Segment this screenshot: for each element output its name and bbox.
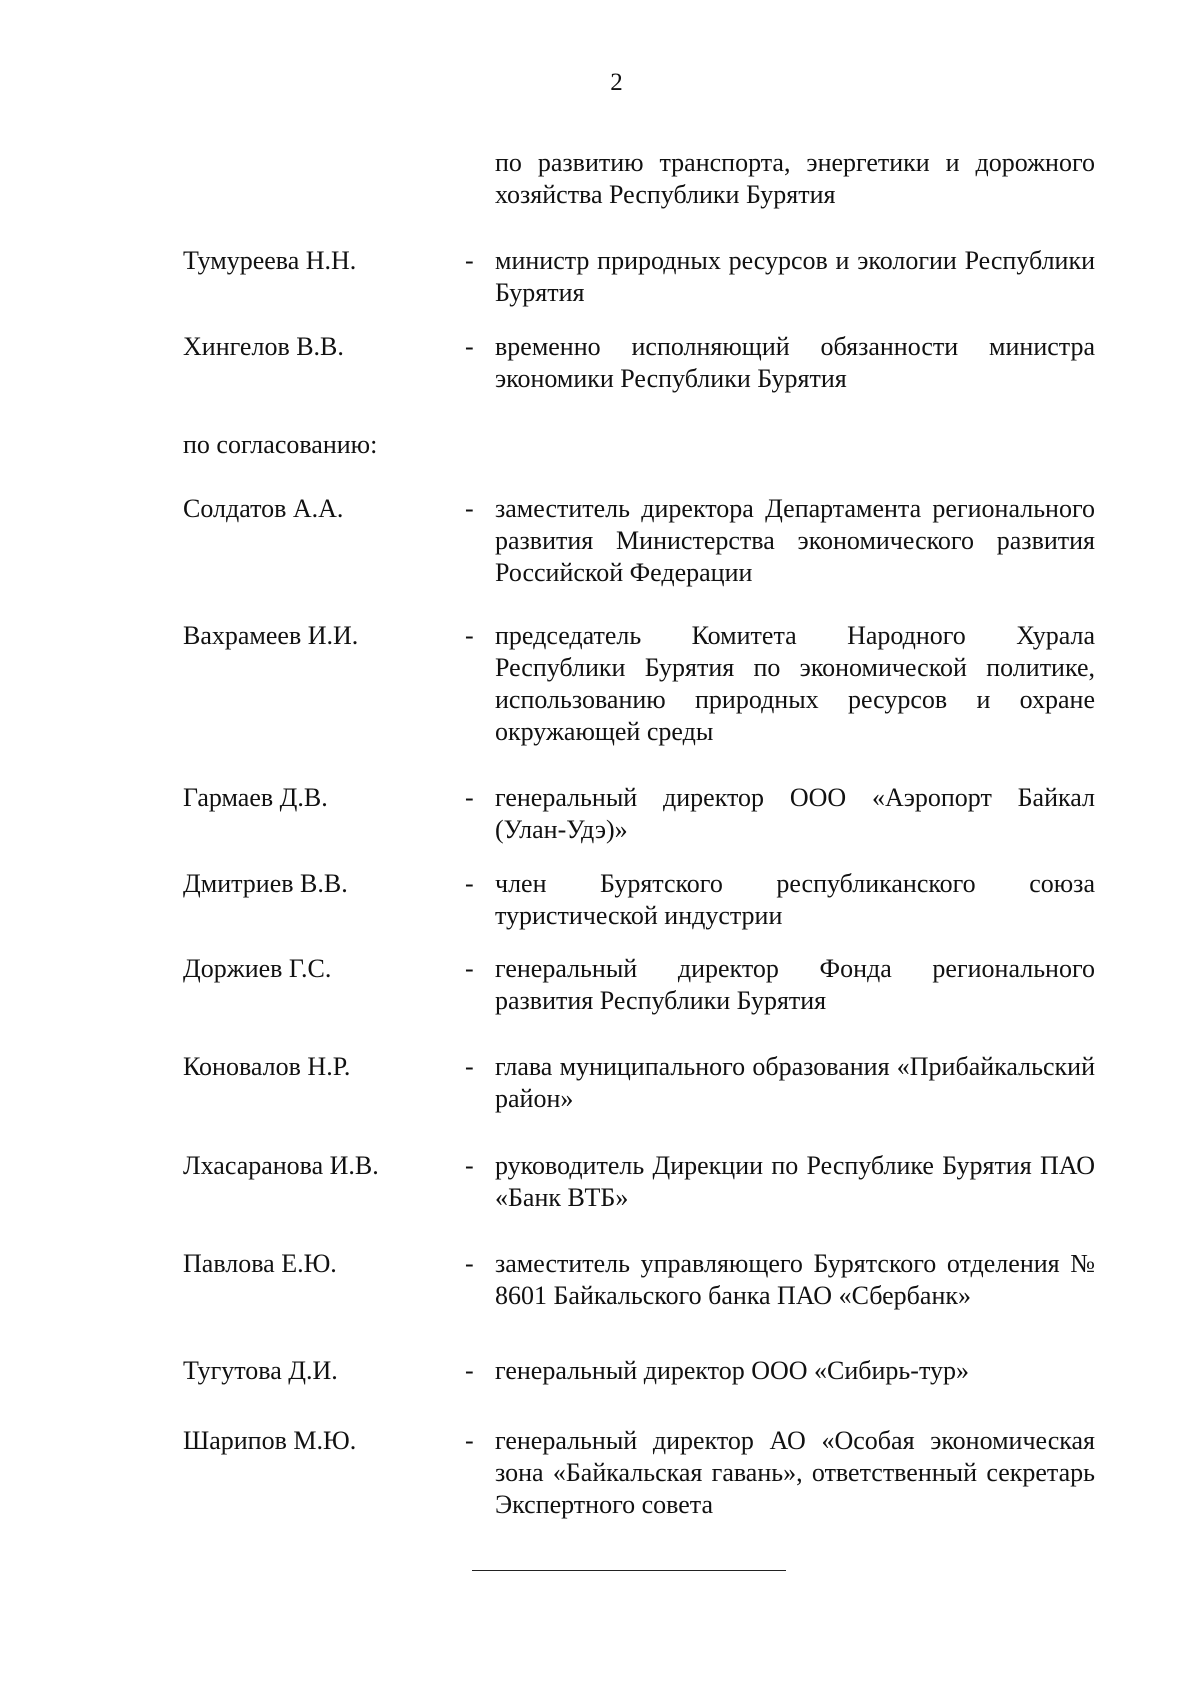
separator-dash: - [465,621,474,650]
member-name: Вахрамеев И.И. [183,621,359,650]
separator-dash: - [465,1356,474,1385]
separator-dash: - [465,1426,474,1455]
member-role: председатель Комитета Народного Хурала Республики Бурятия по экономической политике, использованию природных ресурсов и охране окружающей среды [495,621,1095,746]
member-name: Лхасаранова И.В. [183,1151,379,1180]
separator-dash: - [465,246,474,275]
member-role: генеральный директор Фонда регионального развития Республики Бурятия [495,954,1095,1015]
continued-role-text: по развитию транспорта, энергетики и дорожного хозяйства Республики Бурятия [495,148,1095,209]
member-role: временно исполняющий обязанности министра экономики Республики Бурятия [495,332,1095,393]
member-role: глава муниципального образования «Прибайкальский район» [495,1052,1095,1113]
section-label: по согласованию: [183,430,378,459]
member-name: Гармаев Д.В. [183,783,328,812]
end-of-document-rule [472,1570,786,1571]
separator-dash: - [465,783,474,812]
member-role: заместитель управляющего Бурятского отделения № 8601 Байкальского банка ПАО «Сбербанк» [495,1249,1095,1310]
separator-dash: - [465,869,474,898]
member-role: член Бурятского республиканского союза туристической индустрии [495,869,1095,930]
member-name: Коновалов Н.Р. [183,1052,351,1081]
member-role: генеральный директор ООО «Сибирь-тур» [495,1356,969,1385]
member-name: Шарипов М.Ю. [183,1426,357,1455]
page-number: 2 [610,69,623,96]
separator-dash: - [465,1249,474,1278]
member-name: Солдатов А.А. [183,494,344,523]
separator-dash: - [465,494,474,523]
member-name: Павлова Е.Ю. [183,1249,337,1278]
member-name: Доржиев Г.С. [183,954,332,983]
member-role: руководитель Дирекции по Республике Бурятия ПАО «Банк ВТБ» [495,1151,1095,1212]
member-role: генеральный директор АО «Особая экономическая зона «Байкальская гавань», ответственный секретарь Экспертного совета [495,1426,1095,1519]
member-name: Тугутова Д.И. [183,1356,338,1385]
separator-dash: - [465,332,474,361]
separator-dash: - [465,1052,474,1081]
separator-dash: - [465,1151,474,1180]
member-name: Хингелов В.В. [183,332,344,361]
member-role: министр природных ресурсов и экологии Республики Бурятия [495,246,1095,307]
member-role: генеральный директор ООО «Аэропорт Байкал (Улан-Удэ)» [495,783,1095,844]
member-name: Дмитриев В.В. [183,869,348,898]
member-name: Тумуреева Н.Н. [183,246,357,275]
member-role: заместитель директора Департамента регионального развития Министерства экономического развития Российской Федерации [495,494,1095,587]
separator-dash: - [465,954,474,983]
